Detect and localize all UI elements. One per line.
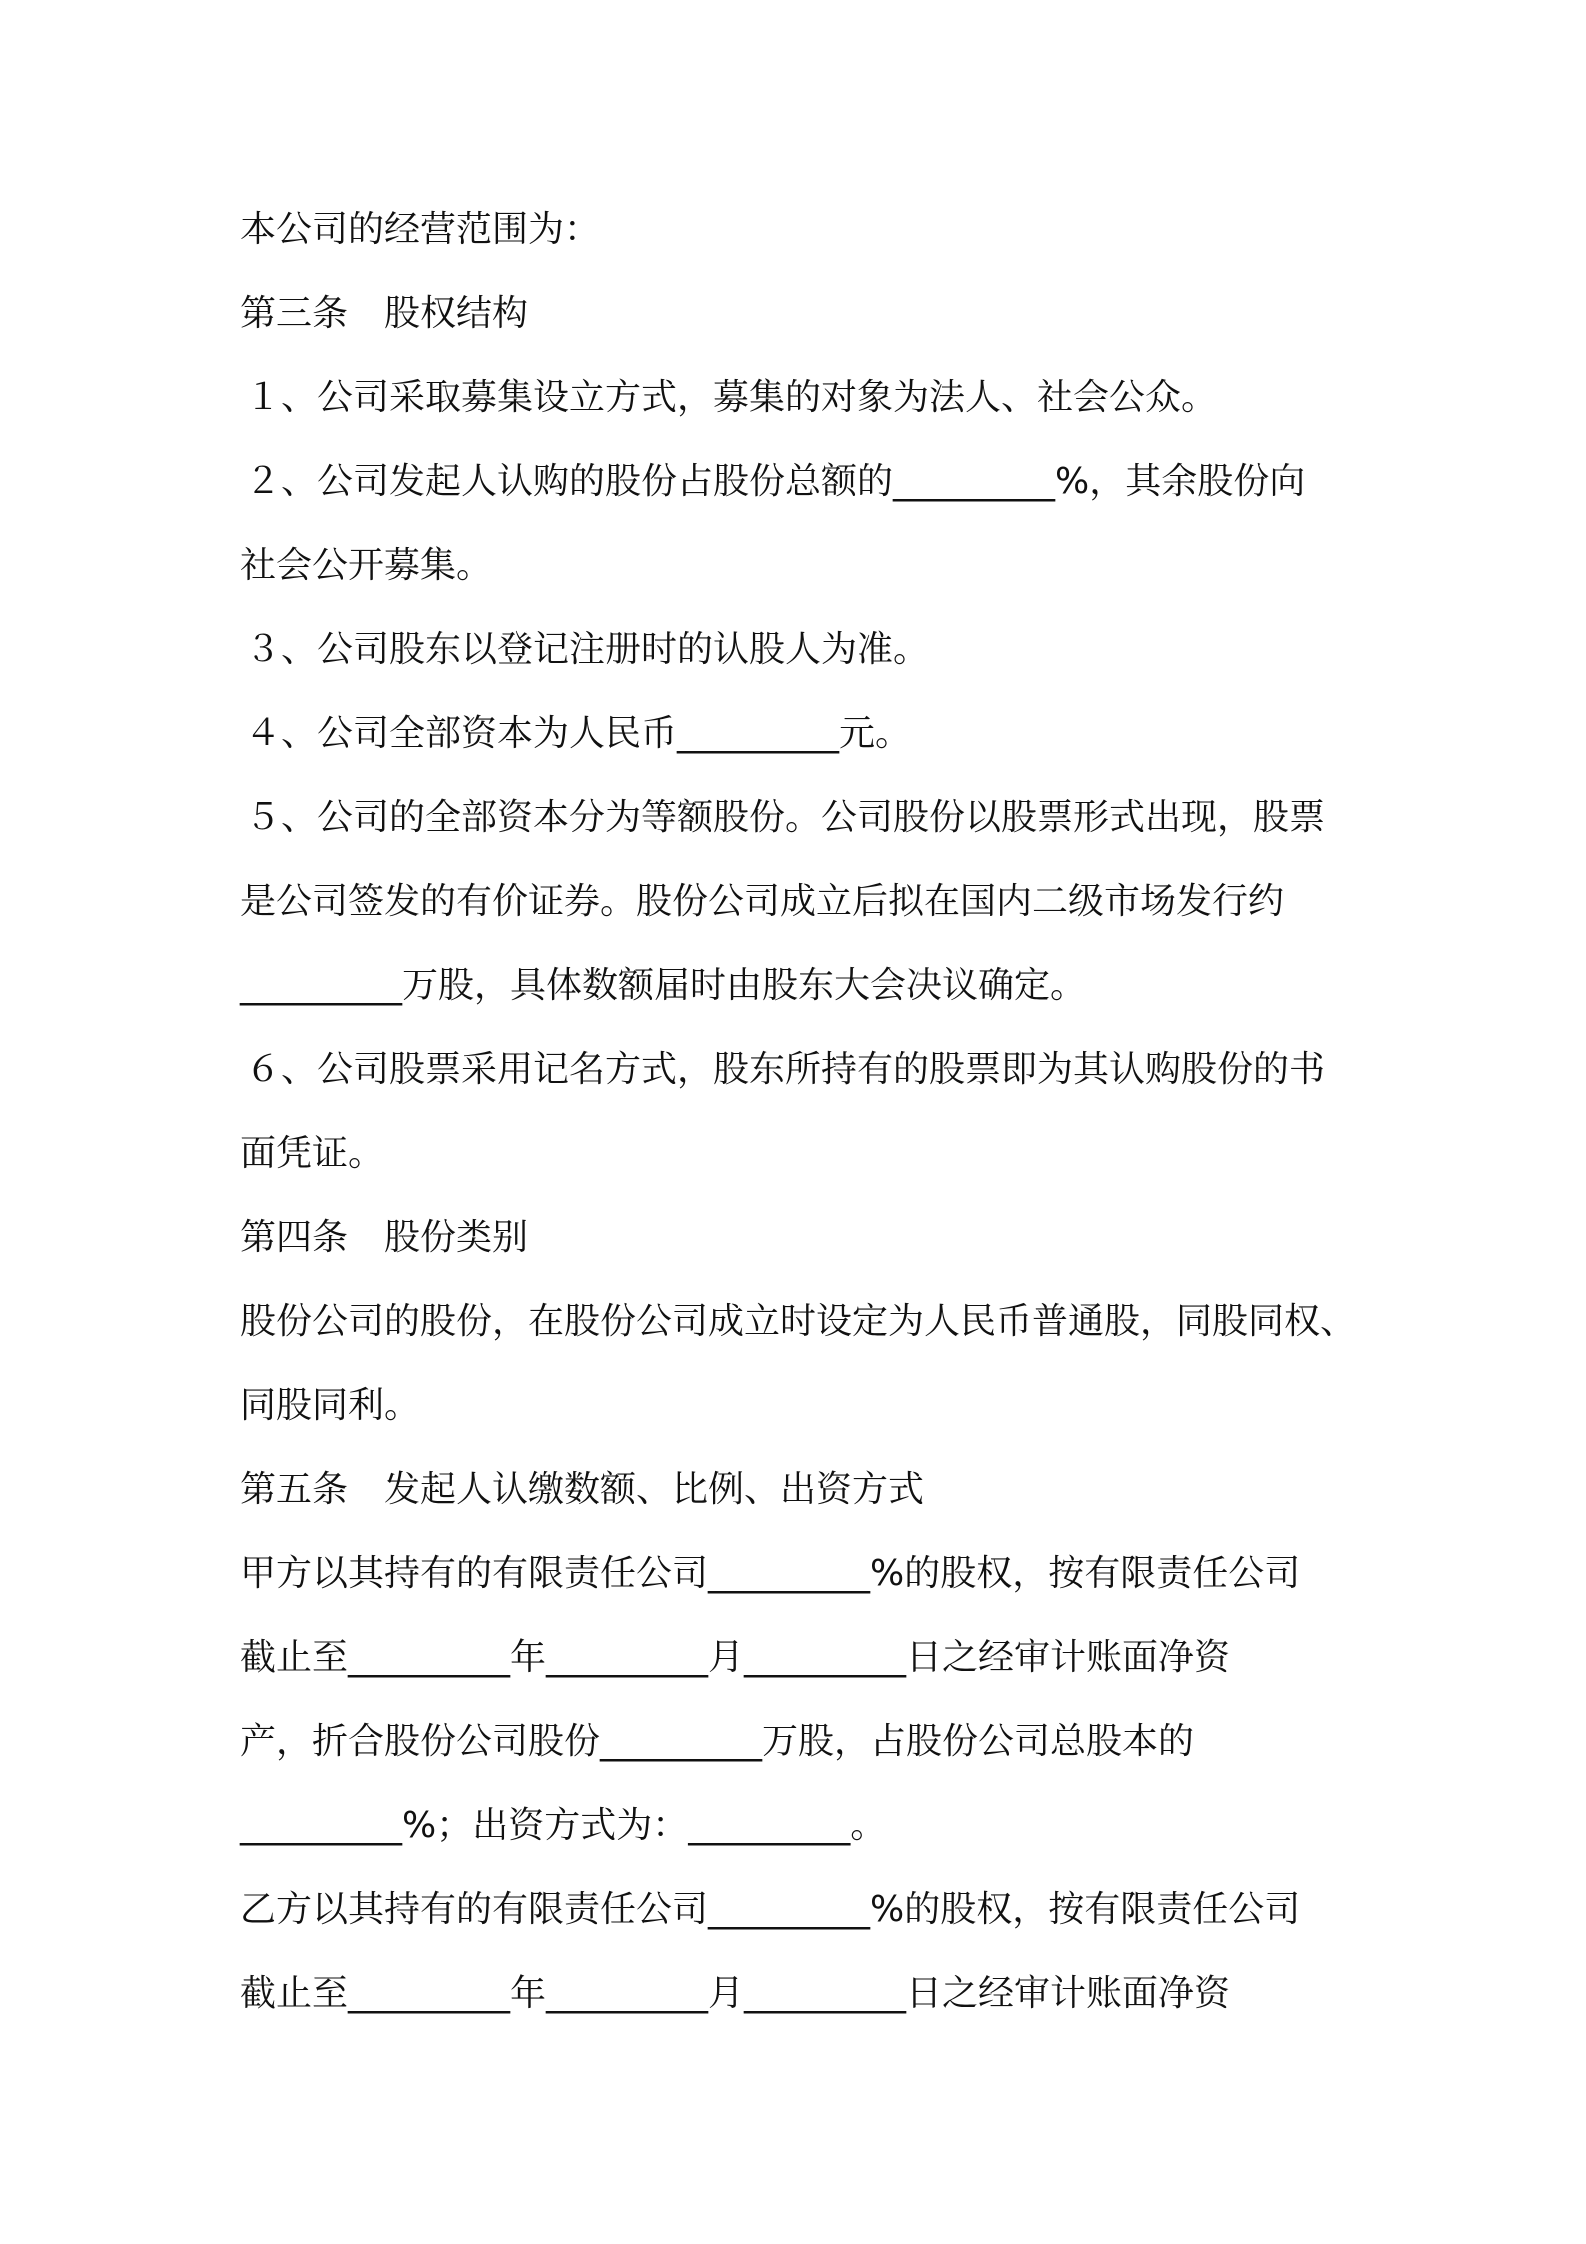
- text-line-party-b: 乙方以其持有的有限责任公司_________%的股权，按有限责任公司: [240, 1889, 1301, 1930]
- text-line-party-a: 甲方以其持有的有限责任公司_________%的股权，按有限责任公司: [240, 1553, 1301, 1594]
- text-line-3-5-cont-2: _________万股，具体数额届时由股东大会决议确定。: [240, 965, 1087, 1006]
- text-line-3-5: ５、公司的全部资本分为等额股份。公司股份以股票形式出现，股票: [245, 797, 1326, 838]
- text-line-party-a-cont: 截止至_________年_________月_________日之经审计账面净资: [240, 1637, 1231, 1678]
- text-line-3-3: ３、公司股东以登记注册时的认股人为准。: [245, 629, 930, 670]
- text-line-3-4: ４、公司全部资本为人民币_________元。: [245, 713, 912, 754]
- text-line-4-body: 股份公司的股份，在股份公司成立时设定为人民币普通股，同股同权、: [240, 1301, 1357, 1342]
- text-line-3-6: ６、公司股票采用记名方式，股东所持有的股票即为其认购股份的书: [245, 1049, 1326, 1090]
- text-line-party-b-cont: 截止至_________年_________月_________日之经审计账面净资: [240, 1973, 1231, 2014]
- text-line-3-1: １、公司采取募集设立方式，募集的对象为法人、社会公众。: [245, 377, 1218, 418]
- text-line-3-2: ２、公司发起人认购的股份占股份总额的_________%，其余股份向: [245, 461, 1306, 502]
- heading-article-3: 第三条 股权结构: [240, 293, 529, 334]
- text-line-party-a-cont-3: _________%；出资方式为：_________。: [240, 1805, 887, 1846]
- heading-article-4: 第四条 股份类别: [240, 1217, 529, 1258]
- text-line-3-2-cont: 社会公开募集。: [240, 545, 493, 586]
- text-line-party-a-cont-2: 产，折合股份公司股份_________万股，占股份公司总股本的: [240, 1721, 1195, 1762]
- heading-article-5: 第五条 发起人认缴数额、比例、出资方式: [240, 1469, 925, 1510]
- text-line-3-6-cont: 面凭证。: [240, 1133, 385, 1174]
- text-line-4-body-cont: 同股同利。: [240, 1385, 421, 1426]
- text-line-3-5-cont: 是公司签发的有价证券。股份公司成立后拟在国内二级市场发行约: [240, 881, 1285, 922]
- text-line-business-scope: 本公司的经营范围为：: [240, 209, 601, 250]
